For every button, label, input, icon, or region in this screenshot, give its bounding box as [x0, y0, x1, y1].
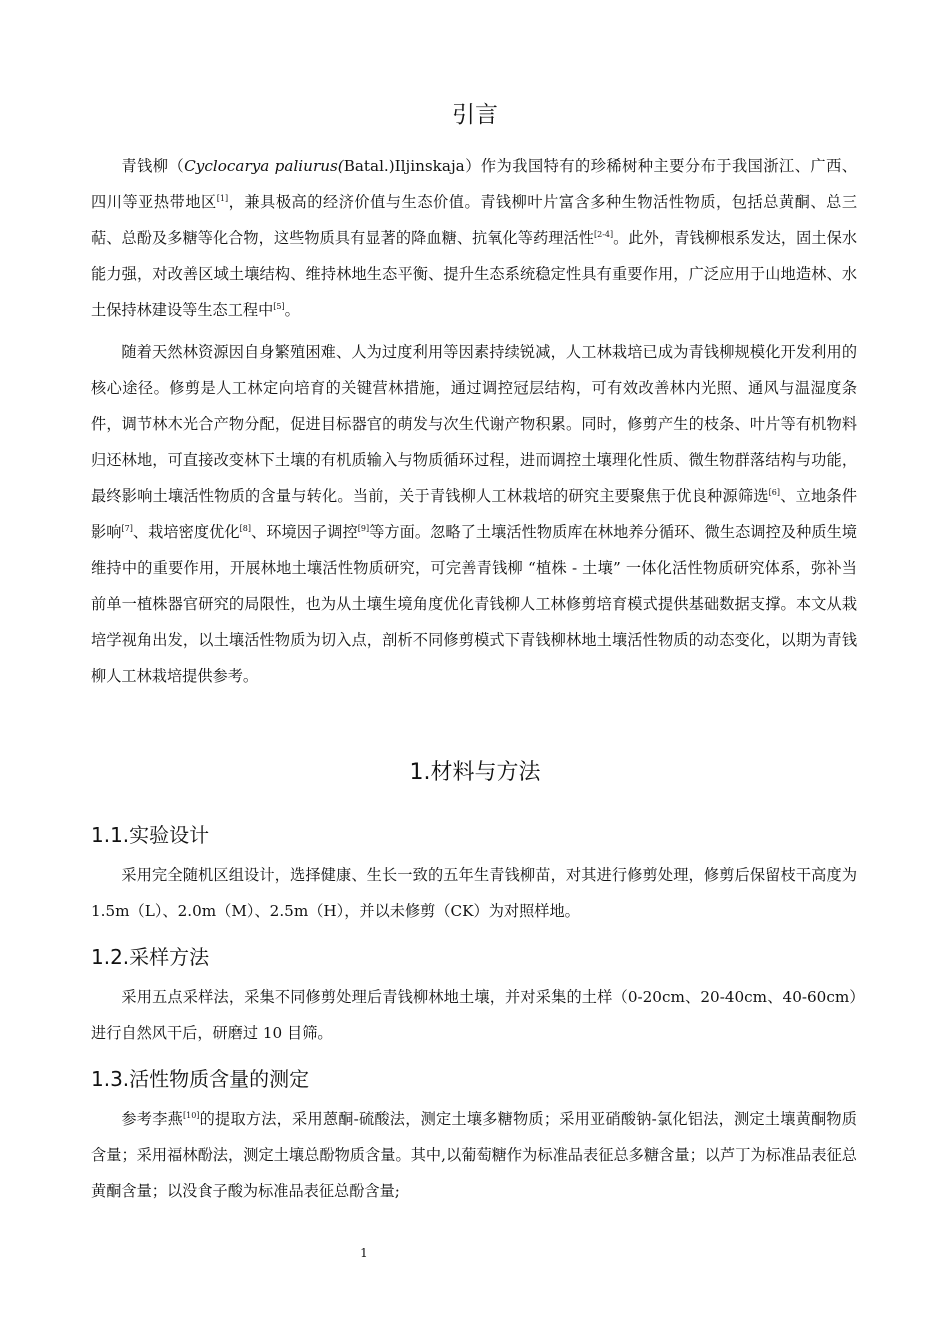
- text-run: 、立地条件影响: [91, 487, 858, 541]
- text-run: 参考李燕: [121, 1110, 183, 1128]
- text-run: 随着天然林资源因自身繁殖困难、人为过度利用等因素持续锐减，人工林栽培已成为青钱柳规模化开发利用的核心途径。修剪是人工林定向培育的关键营林措施，通过调控冠层结构，可有效改善林内光照、通风与温湿度条件，调节林木光合产物分配，促进目标器官的萌发与次生代谢产物积累。同时，修剪产生的枝条、叶片等有机物料归还林地，可直接改变林下土壤的有机质输入与物质循环过程，进而调控土壤理化性质、微生物群落结构与功能，最终影响土壤活性物质的含量与转化。当前，关于青钱柳人工林栽培的研究主要聚焦于优良种源筛选: [91, 343, 857, 505]
- text-run: Batal.)Iljinskaja）作为我国特有的珍稀树种主要分布于我国浙江、广西、四川等亚热带地区: [91, 157, 857, 211]
- subsection-paragraph: [91, 1101, 857, 1209]
- subsection-heading: 1.2.采样方法: [91, 945, 210, 969]
- page-number: 1: [360, 1246, 368, 1260]
- intro-paragraph-2: [91, 334, 857, 694]
- citation: [10]: [183, 1111, 200, 1120]
- citation: [7]: [121, 524, 133, 533]
- text-run: 等方面。忽略了土壤活性物质库在林地养分循环、微生态调控及种质生境维持中的重要作用，开展林地土壤活性物质研究，可完善青钱柳 “植株 - 土壤” 一体化活性物质研究体系，弥补当前单一植株器官研究的局限性，也为从土壤生境角度优化青钱柳人工林修剪培育模式提供基础数据支撑。本文从栽培学视角出发，以土壤活性物质为切入点，剖析不同修剪模式下青钱柳林地土壤活性物质的动态变化，以期为青钱柳人工林栽培提供参考。: [91, 523, 858, 685]
- subsection-paragraph: 采用五点采样法，采集不同修剪处理后青钱柳林地土壤，并对采集的土样（0-20cm、20-40cm、40-60cm）进行自然风干后，研磨过 10 目筛。: [91, 988, 857, 1042]
- citation: [1]: [216, 194, 229, 203]
- text-run: 。此外，青钱柳根系发达，固土保水能力强，对改善区域土壤结构、维持林地生态平衡、提升生态系统稳定性具有重要作用，广泛应用于山地造林、水土保持林建设等生态工程中: [91, 229, 858, 319]
- subsection-heading: 1.3.活性物质含量的测定: [91, 1067, 310, 1091]
- text-run: 青钱柳（: [121, 157, 185, 175]
- text-run: ，兼具极高的经济价值与生态价值。青钱柳叶片富含多种生物活性物质，包括总黄酮、总三萜、总酚及多糖等化合物，这些物质具有显著的降血糖、抗氧化等药理活性: [91, 193, 858, 247]
- text-run: 。: [284, 301, 300, 319]
- latin-name: Cyclocarya paliurus(: [184, 157, 344, 175]
- text-run: 、环境因子调控: [250, 523, 358, 541]
- citation: [2-4]: [594, 230, 614, 239]
- intro-paragraph-1: [91, 148, 857, 328]
- text-run: 的提取方法，采用蒽酮-硫酸法，测定土壤多糖物质；采用亚硝酸钠-氯化铝法，测定土壤黄酮物质含量；采用福林酚法，测定土壤总酚物质含量。其中,以葡萄糖作为标准品表征总多糖含量；以芦丁为标准品表征总黄酮含量；以没食子酸为标准品表征总酚含量;: [91, 1110, 857, 1200]
- citation: [9]: [357, 524, 370, 533]
- subsection-heading: 1.1.实验设计: [91, 823, 210, 847]
- section-title: 1.材料与方法: [409, 760, 541, 785]
- text-run: 、栽培密度优化: [132, 523, 240, 541]
- page-title: 引言: [452, 102, 498, 128]
- subsection-paragraph: 采用完全随机区组设计，选择健康、生长一致的五年生青钱柳苗，对其进行修剪处理，修剪后保留枝干高度为 1.5m（L）、2.0m（M）、2.5m（H），并以未修剪（CK）为对照样地。: [91, 866, 857, 920]
- citation: [6]: [768, 488, 780, 497]
- citation: [5]: [273, 302, 285, 311]
- citation: [8]: [239, 524, 251, 533]
